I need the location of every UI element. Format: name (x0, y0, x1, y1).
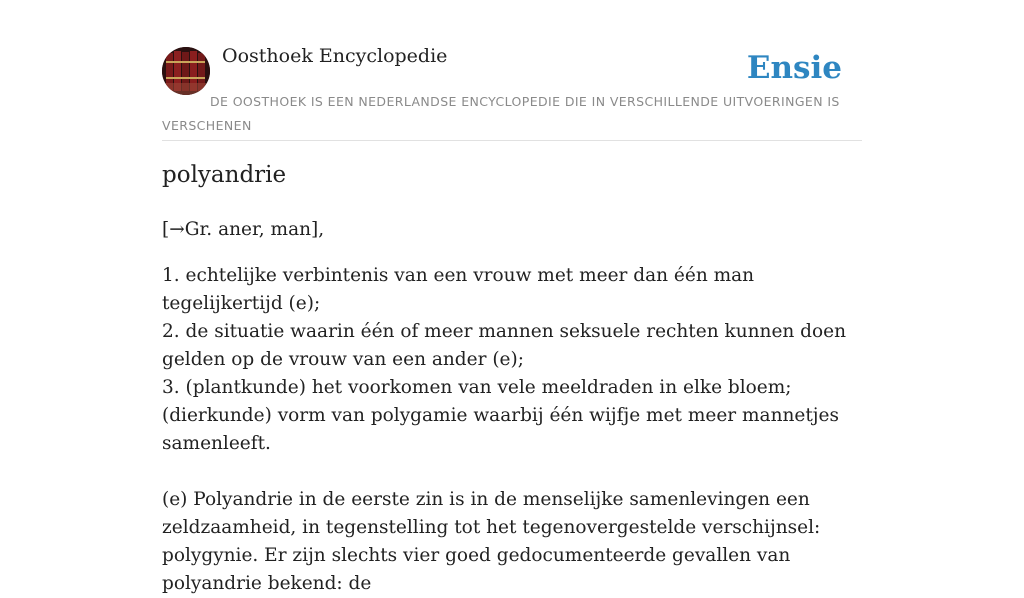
site-name[interactable]: Oosthoek Encyclopedie (222, 45, 448, 67)
definition-1: 1. echtelijke verbintenis van een vrouw met meer dan één man tegelijkertijd (e); (162, 265, 755, 314)
site-header (162, 0, 862, 141)
ensie-logo[interactable]: Ensie (746, 50, 842, 86)
site-tagline: DE OOSTHOEK IS EEN NEDERLANDSE ENCYCLOPEDIE DIE IN VERSCHILLENDE UITVOERINGEN IS VERSCHENEN (162, 94, 840, 133)
page-container (162, 0, 862, 594)
encyclopedia-avatar-icon[interactable] (162, 47, 210, 95)
article-body (162, 216, 862, 598)
definition-2: 2. de situatie waarin één of meer mannen seksuele rechten kunnen doen gelden op de vrouw van een ander (e); (162, 321, 847, 370)
etymology: [→Gr. aner, man], (162, 219, 325, 240)
article-note: (e) Polyandrie in de eerste zin is in de menselijke samenlevingen een zeldzaamheid, in tegenstelling tot het tegenovergestelde verschijnsel: polygynie. Er zijn slechts vier goed gedocumenteerde gevallen van polyandrie bekend: de (162, 489, 821, 594)
page-title: polyandrie (162, 162, 287, 188)
definition-3: 3. (plantkunde) het voorkomen van vele meeldraden in elke bloem; (dierkunde) vorm van polygamie waarbij één wijfje met meer mannetjes samenleeft. (162, 377, 839, 454)
paragraph-gap (162, 458, 862, 486)
